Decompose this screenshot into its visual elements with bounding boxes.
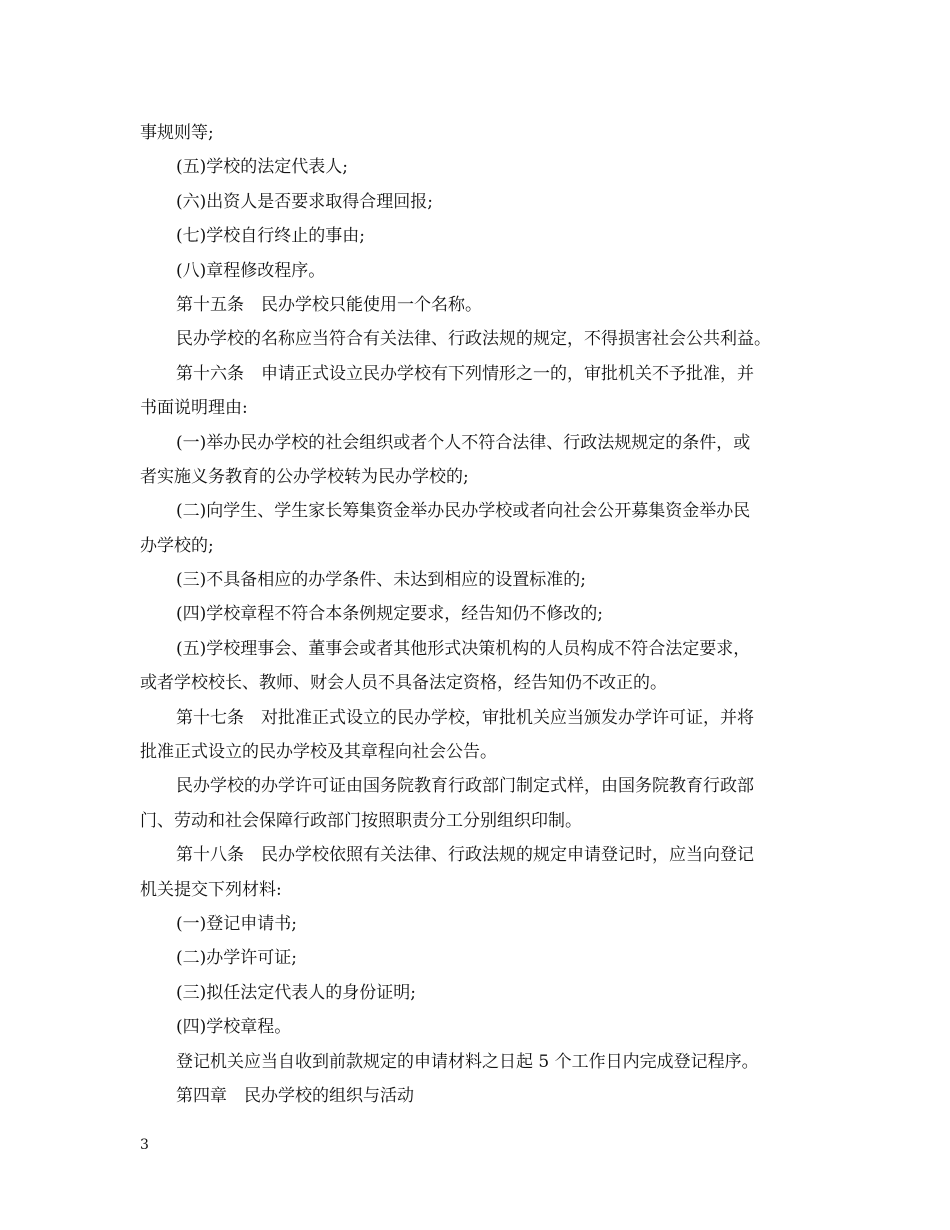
text-line: 批准正式设立的民办学校及其章程向社会公告。 xyxy=(140,742,497,763)
text-line: (五)学校的法定代表人; xyxy=(176,157,348,178)
text-line: 事规则等; xyxy=(140,123,214,143)
text-line: 民办学校的名称应当符合有关法律、行政法规的规定，不得损害社会公共利益。 xyxy=(176,329,771,350)
text-line: 者实施义务教育的公办学校转为民办学校的; xyxy=(140,466,469,487)
text-line: (二)办学许可证; xyxy=(176,948,297,969)
text-line: 第十五条 民办学校只能使用一个名称。 xyxy=(176,294,482,315)
text-line: (六)出资人是否要求取得合理回报; xyxy=(176,191,433,212)
text-line: 办学校的; xyxy=(140,535,214,556)
page-number: 3 xyxy=(140,1137,149,1153)
text-line: 门、劳动和社会保障行政部门按照职责分工分别组织印制。 xyxy=(140,810,582,831)
text-line: 第十八条 民办学校依照有关法律、行政法规的规定申请登记时，应当向登记 xyxy=(176,845,754,866)
text-line: 或者学校校长、教师、财会人员不具备法定资格，经告知仍不改正的。 xyxy=(140,673,667,694)
text-line: (三)拟任法定代表人的身份证明; xyxy=(176,982,416,1003)
text-line: 第十七条 对批准正式设立的民办学校，审批机关应当颁发办学许可证，并将 xyxy=(176,707,754,728)
text-line: 第十六条 申请正式设立民办学校有下列情形之一的，审批机关不予批准，并 xyxy=(176,363,754,384)
text-line: (八)章程修改程序。 xyxy=(176,260,326,281)
text-line: 登记机关应当自收到前款规定的申请材料之日起 5 个工作日内完成登记程序。 xyxy=(176,1051,759,1072)
text-line: (五)学校理事会、董事会或者其他形式决策机构的人员构成不符合法定要求， xyxy=(176,638,751,659)
text-line: (四)学校章程不符合本条例规定要求，经告知仍不修改的; xyxy=(176,604,603,625)
text-line: 民办学校的办学许可证由国务院教育行政部门制定式样，由国务院教育行政部 xyxy=(176,776,754,797)
document-body xyxy=(140,116,820,1113)
text-line: (一)举办民办学校的社会组织或者个人不符合法律、行政法规规定的条件，或 xyxy=(176,432,751,453)
text-line: (二)向学生、学生家长筹集资金举办民办学校或者向社会公开募集资金举办民 xyxy=(176,501,751,522)
text-line: (一)登记申请书; xyxy=(176,913,297,934)
text-line: 机关提交下列材料: xyxy=(140,879,282,900)
text-line: (七)学校自行终止的事由; xyxy=(176,226,365,247)
text-line: 书面说明理由: xyxy=(140,398,248,419)
text-line: (四)学校章程。 xyxy=(176,1017,292,1038)
text-line: 第四章 民办学校的组织与活动 xyxy=(176,1085,414,1106)
text-line: (三)不具备相应的办学条件、未达到相应的设置标准的; xyxy=(176,570,586,591)
